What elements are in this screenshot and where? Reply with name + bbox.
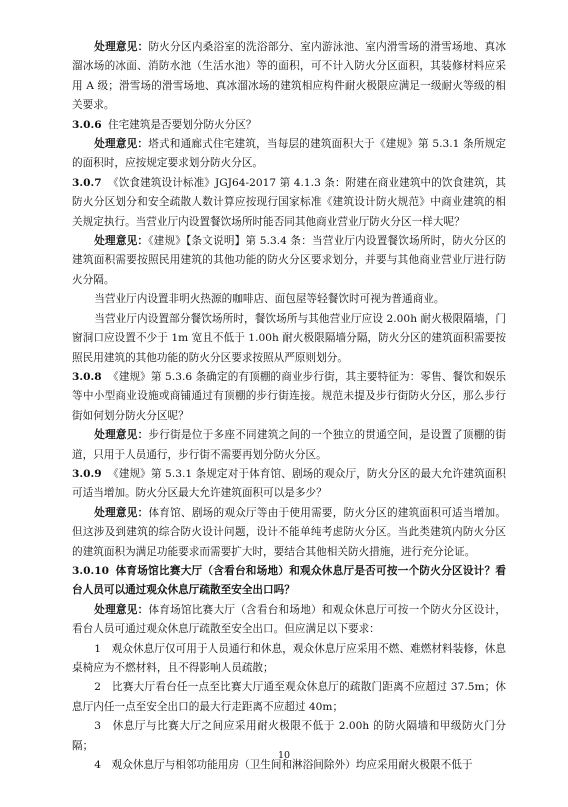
- list-item: 1 观众休息厅仅可用于人员通行和休息，观众休息厅应采用不燃、难燃材料装修，休息桌椅应为不燃材料，且不得影响人员疏散；: [72, 642, 506, 674]
- handling-lead: 处理意见：: [94, 41, 149, 53]
- list-item: 3 休息厅与比赛大厅之间应采用耐火极限不低于 2.00h 的防火隔墙和甲级防火门分隔；: [72, 720, 506, 752]
- clause-number: 3.0.9: [72, 467, 102, 480]
- handling-opinion: [72, 38, 506, 116]
- paragraph-text: 塔式和通廊式住宅建筑，当每层的建筑面积大于《建规》第 5.3.1 条所规定的面积时，应按规定要求划分防火分区。: [72, 138, 506, 170]
- clause-question: [72, 368, 506, 426]
- handling-lead: 处理意见：: [94, 429, 149, 442]
- handling-opinion: [72, 504, 506, 562]
- paragraph-text: 防火分区内桑浴室的洗浴部分、室内游泳池、室内滑雪场的滑雪场地、真冰溜冰场的冰面、消防水池（生活水池）等的面积，可不计入防火分区面积，其装修材料应采用 A 级；滑雪场的滑雪场地、真冰溜冰场的建筑相应构件耐火极限应满足一级耐火等级的相关要求。: [72, 41, 506, 112]
- paragraph-text: 体育场馆比赛大厅（含看台和场地）和观众休息厅可按一个防火分区设计，看台人员可通过观众休息厅疏散至安全出口。但应满足以下要求：: [72, 603, 506, 636]
- document-body: [72, 38, 506, 775]
- paragraph-text: 《饮食建筑设计标准》JGJ64-2017 第 4.1.3 条：附建在商业建筑中的饮食建筑，其防火分区划分和安全疏散人数计算应按现行国家标准《建筑设计防火规范》中商业建筑的相关规定执行。当营业厅内设置餐饮场所时能否同其他商业营业厅防火分区一样大呢？: [72, 176, 506, 228]
- paragraph: 当营业厅内设置部分餐饮场所时，餐饮场所与其他营业厅应设 2.00h 耐火极限隔墙，门窗洞口应设置不少于 1m 宽且不低于 1.00h 耐火极限隔墙分隔，防火分区的建筑面积需要按照民用建筑的其他功能的防火分区要求按照从严原则划分。: [72, 312, 506, 364]
- clause-number: 3.0.6: [72, 118, 102, 131]
- list-item: 2 比赛大厅看台任一点至比赛大厅通至观众休息厅的疏散门距离不应超过 37.5m；休息厅内任一点至安全出口的最大行走距离不应超过 40m；: [72, 681, 506, 713]
- handling-lead: 处理意见：: [94, 603, 149, 616]
- paragraph: 当营业厅内设置非明火热源的咖啡店、面包屋等轻餐饮时可视为普通商业。: [94, 293, 445, 306]
- paragraph-text: 住宅建筑是否要划分防火分区？: [107, 118, 257, 131]
- handling-lead: 处理意见：: [94, 506, 149, 519]
- paragraph-text: 步行街是位于多座不同建筑之间的一个独立的贯通空间，是设置了顶棚的街道，只用于人员通行，步行街不需要再划分防火分区。: [72, 429, 506, 461]
- handling-opinion: [72, 426, 506, 465]
- paragraph-text: 体育馆、剧场的观众厅等由于使用需要，防火分区的建筑面积可适当增加。但这涉及到建筑的综合防火设计问题，设计不能单纯考虑防火分区。当此类建筑内防火分区的建筑面积为满足功能要求而需要扩大时，要结合其他相关防火措施，进行充分论证。: [72, 506, 506, 558]
- paragraph-text: 体育场馆比赛大厅（含看台和场地）和观众休息厅是否可按一个防火分区设计？看台人员可以通过观众休息厅疏散至安全出口吗？: [72, 564, 506, 597]
- clause-number: 3.0.8: [72, 370, 102, 383]
- paragraph-text: 《建规》第 5.3.6 条确定的有顶棚的商业步行街，其主要特征为：零售、餐饮和娱乐等中小型商业设施或商铺通过有顶棚的步行街连接。规范未提及步行街防火分区，那么步行街如何划分防火分区呢？: [72, 370, 506, 422]
- handling-lead: 处理意见：: [94, 235, 149, 248]
- page-number: 10: [277, 750, 291, 761]
- clause-question: [72, 562, 506, 601]
- clause-number: 3.0.7: [72, 176, 102, 189]
- handling-opinion: [72, 601, 506, 640]
- paragraph-text: 《建规》第 5.3.1 条规定对于体育馆、剧场的观众厅，防火分区的最大允许建筑面积可适当增加。防火分区最大允许建筑面积可以是多少？: [72, 467, 506, 500]
- handling-opinion: [72, 232, 506, 290]
- clause-question: [72, 465, 506, 504]
- list-item: 4 观众休息厅与相邻功能用房（卫生间和淋浴间除外）均应采用耐火极限不低于: [94, 759, 473, 772]
- handling-lead: 处理意见：: [94, 138, 149, 151]
- paragraph-text: 《建规》【条文说明】第 5.3.4 条：当营业厅内设置餐饮场所时，防火分区的建筑面积需要按照民用建筑的其他功能的防火分区要求划分，并要与其他商业营业厅进行防火分隔。: [72, 235, 506, 286]
- handling-opinion: [72, 135, 506, 174]
- clause-question: [72, 116, 506, 135]
- clause-question: [72, 174, 506, 232]
- clause-number: 3.0.10: [72, 564, 109, 577]
